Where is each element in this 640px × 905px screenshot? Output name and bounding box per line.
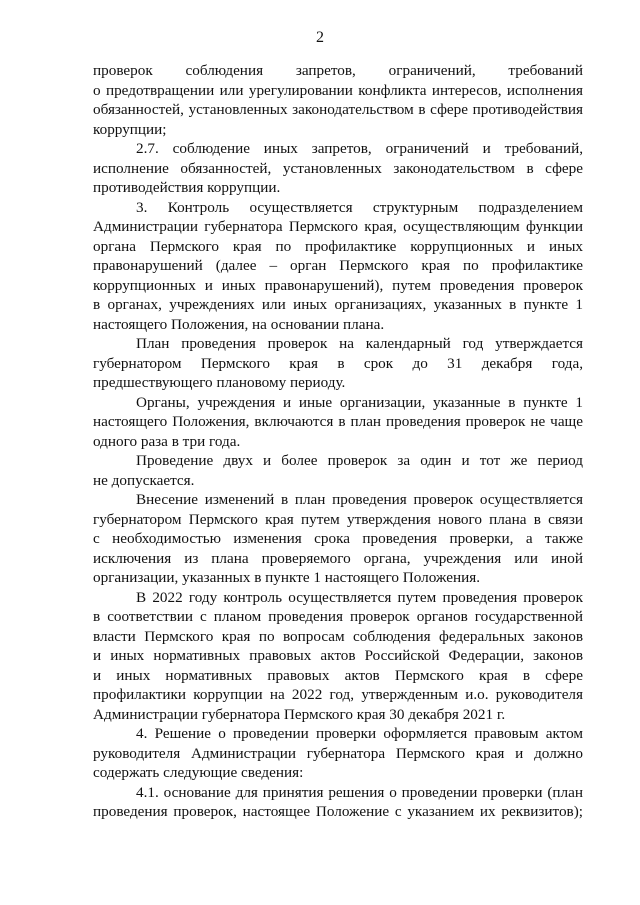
text-line: организации, указанных в пункте 1 настоящего Положения. [93,569,481,586]
text-line: и иных нормативных правовых актов Пермского края в сфере [93,666,583,684]
text-line: Администрации губернатора Пермского края, осуществляющим функции [93,218,583,235]
text-line: профилактики коррупции на 2022 год, утвержденным и.о. руководителя [93,686,583,703]
text-line: предшествующего плановому периоду. [93,374,346,391]
text-line: проведения проверок, настоящее Положение с указанием их реквизитов); [93,803,583,820]
text-line: План проведения проверок на календарный год утверждается [136,335,583,352]
text-line: исключения из плана проверяемого органа, учреждения или иной [93,549,583,567]
text-line: 3. Контроль осуществляется структурным подразделением [136,198,583,216]
text-line: 4.1. основание для принятия решения о проведении проверки (план [136,783,583,801]
text-line: Проведение двух и более проверок за один и тот же период [136,452,583,469]
text-line: одного раза в три года. [93,432,241,450]
text-line: не допускается. [93,471,195,489]
text-line: настоящего Положения, на основании плана. [93,315,385,333]
text-line: Администрации губернатора Пермского края 30 декабря 2021 г. [93,705,506,723]
text-line: коррупции; [93,120,167,138]
text-line: в органах, учреждениях или иных организациях, указанных в пункте 1 [93,296,583,313]
text-line: 4. Решение о проведении проверки оформляется правовым актом [136,725,583,742]
text-line: Органы, учреждения и иные организации, указанные в пункте 1 [136,393,583,411]
text-line: настоящего Положения, включаются в план проведения проверок не чаще [93,413,583,430]
text-line: руководителя Администрации губернатора Пермского края и должно [93,744,583,762]
text-line: с необходимостью изменения срока проведения проверки, а также [93,530,583,547]
text-line: и иных нормативных правовых актов Российской Федерации, законов [93,647,583,664]
text-line: коррупционных и иных правонарушений), путем проведения проверок [93,276,583,294]
text-line: органа Пермского края по профилактике коррупционных и иных [93,237,583,255]
text-line: противодействия коррупции. [93,179,281,196]
text-line: содержать следующие сведения: [93,764,304,781]
text-line: В 2022 году контроль осуществляется путем проведения проверок [136,588,583,606]
text-line: о предотвращении или урегулировании конфликта интересов, исполнения [93,81,583,99]
text-line: исполнение обязанностей, установленных законодательством в сфере [93,159,583,177]
text-line: власти Пермского края по вопросам соблюдения федеральных законов [93,627,583,645]
text-line: обязанностей, установленных законодательством в сфере противодействия [93,101,583,118]
document-body [93,61,583,822]
text-line: 2.7. соблюдение иных запретов, ограничений и требований, [136,140,583,157]
text-line: губернатором Пермского края путем утверждения нового плана в связи [93,510,583,528]
text-line: проверок соблюдения запретов, ограничений, требований [93,62,583,79]
text-line: губернатором Пермского края в срок до 31 декабря года, [93,354,583,372]
text-line: Внесение изменений в план проведения проверок осуществляется [136,491,583,508]
text-line: в соответствии с планом проведения проверок органов государственной [93,608,583,625]
text-line: правонарушений (далее – орган Пермского края по профилактике [93,257,583,274]
page-number: 2 [316,29,324,46]
